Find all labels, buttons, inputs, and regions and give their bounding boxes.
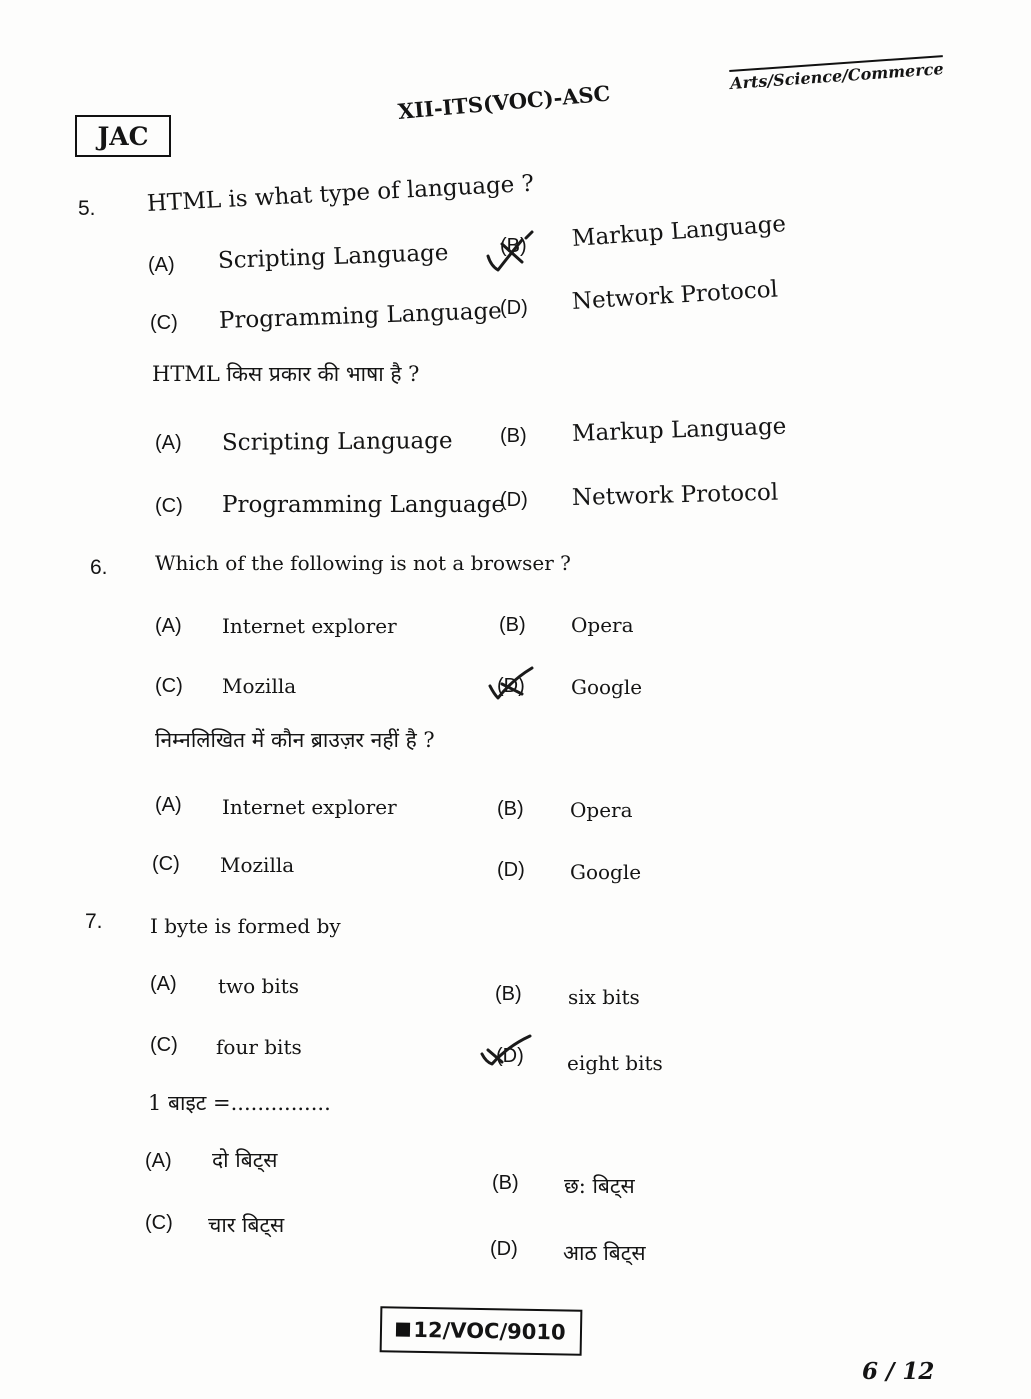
option-text: Network Protocol <box>571 479 779 511</box>
option-text: चार बिट्स <box>208 1213 285 1237</box>
question-text-hindi: HTML किस प्रकार की भाषा है ? <box>152 362 420 386</box>
question-text-hindi: 1 बाइट =............... <box>148 1091 331 1115</box>
option-key: (C) <box>152 853 180 875</box>
option-key: (A) <box>145 1150 172 1172</box>
question-text: I byte is formed by <box>150 914 341 938</box>
option-text: Opera <box>571 613 634 637</box>
option-key: (A) <box>150 973 177 995</box>
option-text: Scripting Language <box>217 239 449 274</box>
option-text: six bits <box>568 985 640 1009</box>
option-key: (A) <box>148 254 175 276</box>
board-badge <box>75 115 171 157</box>
option-text: Markup Language <box>571 211 787 252</box>
option-key: (D) <box>496 1045 524 1067</box>
option-key: (B) <box>497 798 524 820</box>
question-text-hindi: निम्नलिखित में कौन ब्राउज़र नहीं है ? <box>155 728 435 752</box>
option-key: (C) <box>150 1034 178 1056</box>
option-text: Markup Language <box>571 413 787 447</box>
paper-code: XII-ITS(VOC)-ASC <box>396 80 612 124</box>
paper-footer-code <box>380 1306 583 1356</box>
option-key: (B) <box>500 425 527 447</box>
option-text: Mozilla <box>222 674 297 698</box>
option-text: two bits <box>218 974 300 998</box>
option-key: (D) <box>490 1238 518 1260</box>
option-text: Mozilla <box>220 853 295 877</box>
tick-mark-icon <box>478 1032 534 1072</box>
option-text: दो बिट्स <box>212 1148 278 1172</box>
option-text: आठ बिट्स <box>563 1241 646 1265</box>
option-text: Programming Language <box>218 298 503 334</box>
option-text: Internet explorer <box>222 614 397 638</box>
square-mark-icon <box>396 1323 410 1337</box>
tick-mark-icon <box>482 230 534 276</box>
option-text: Programming Language <box>222 492 505 518</box>
option-text: Google <box>571 675 643 699</box>
option-text: Scripting Language <box>221 427 453 456</box>
question-number: 6. <box>90 556 108 579</box>
option-text: Google <box>570 860 642 884</box>
option-key: (D) <box>500 297 528 319</box>
option-text: four bits <box>216 1035 302 1059</box>
option-key: (B) <box>499 614 526 636</box>
option-key: (A) <box>155 615 182 637</box>
option-text: Internet explorer <box>222 795 397 819</box>
option-key: (B) <box>500 235 527 257</box>
option-key: (D) <box>497 859 525 881</box>
streams-label: Arts/Science/Commerce <box>729 55 944 92</box>
option-key: (D) <box>497 675 525 697</box>
option-key: (B) <box>495 983 522 1005</box>
page-number: 6 / 12 <box>862 1358 935 1385</box>
option-key: (D) <box>500 489 528 511</box>
option-text: Network Protocol <box>571 276 779 315</box>
question-text: HTML is what type of language ? <box>146 170 535 217</box>
tick-mark-icon <box>486 664 538 704</box>
option-key: (C) <box>150 312 178 334</box>
option-key: (A) <box>155 432 182 454</box>
option-text: छ: बिट्स <box>564 1174 635 1198</box>
option-key: (A) <box>155 794 182 816</box>
option-key: (B) <box>492 1172 519 1194</box>
option-text: eight bits <box>567 1051 663 1075</box>
question-number: 5. <box>78 197 96 220</box>
question-number: 7. <box>85 910 103 933</box>
question-text: Which of the following is not a browser ? <box>155 551 571 575</box>
option-text: Opera <box>570 798 633 822</box>
option-key: (C) <box>155 675 183 697</box>
footer-code-text: 12/VOC/9010 <box>413 1317 566 1344</box>
option-key: (C) <box>155 495 183 517</box>
option-key: (C) <box>145 1212 173 1234</box>
board-badge-label: JAC <box>97 121 149 151</box>
